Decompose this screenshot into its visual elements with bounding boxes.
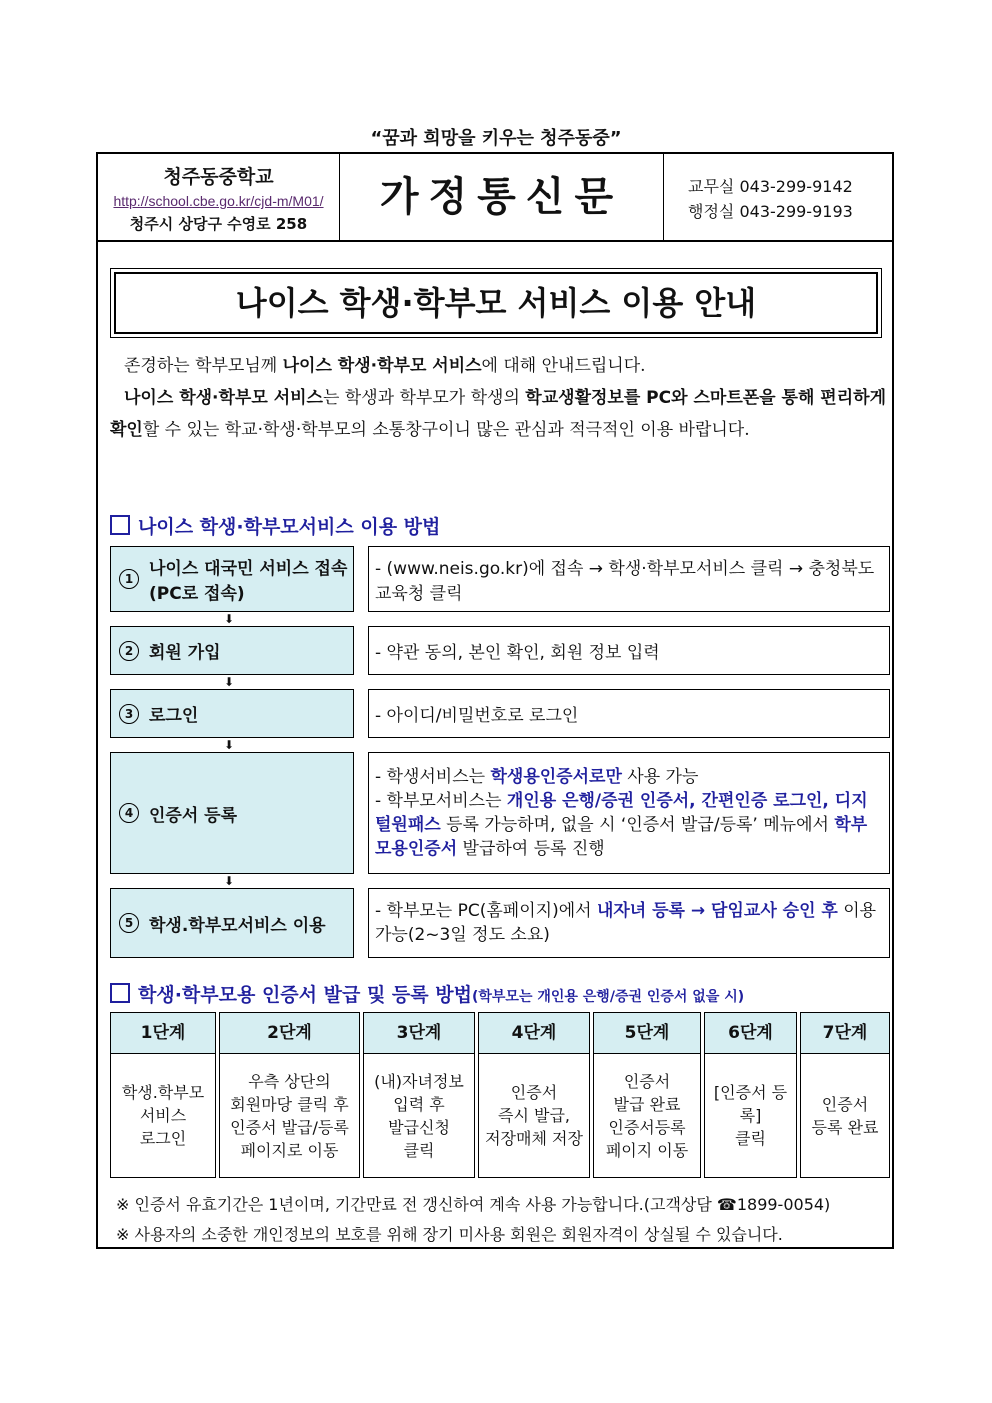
step-label: 회원 가입	[149, 643, 221, 663]
stage-body: 우측 상단의 회원마당 클릭 후 인증서 발급/등록 페이지로 이동	[230, 1071, 349, 1160]
step-3	[110, 689, 354, 738]
intro-text: 존경하는 학부모님께	[124, 356, 283, 376]
step-desc-text: 발급하여 등록 진행	[457, 839, 605, 859]
intro-text: 에 대해 안내드립니다.	[481, 356, 646, 376]
intro-paragraph	[110, 350, 886, 446]
step-3-desc	[368, 689, 890, 738]
stage-body: 인증서 등록 완료	[811, 1094, 879, 1137]
section-usage-heading	[110, 512, 440, 539]
stage-head: 4단계	[479, 1013, 589, 1054]
tel-admin: 행정실 043-299-9193	[688, 202, 853, 221]
intro-highlight: 나이스 학생·학부모 서비스	[124, 388, 323, 408]
stage-head: 3단계	[364, 1013, 474, 1054]
section-cert-heading	[110, 980, 744, 1007]
stage-head: 1단계	[111, 1013, 215, 1054]
step-1	[110, 546, 354, 612]
stage-2	[219, 1012, 360, 1178]
stage-7	[800, 1012, 890, 1178]
cert-stage-table	[110, 1012, 890, 1178]
step-label: 로그인	[149, 706, 199, 726]
stage-head: 7단계	[801, 1013, 889, 1054]
section-usage-title: 나이스 학생·학부모서비스 이용 방법	[138, 516, 441, 538]
stage-body: [인증서 등록] 클릭	[713, 1083, 788, 1148]
step-1-desc	[368, 546, 890, 612]
title-box	[110, 268, 882, 338]
newsletter-title-cell	[340, 154, 664, 240]
step-desc-text: - (www.neis.go.kr)에 접속 → 학생·학부모서비스 클릭 → 충청북도교육청 클릭	[375, 559, 875, 604]
step-desc-highlight: 내자녀 등록 → 담임교사 승인 후	[596, 901, 838, 921]
step-number: 3	[119, 704, 139, 724]
newsletter-frame	[96, 152, 894, 1249]
checkbox-icon	[110, 983, 130, 1003]
step-5-desc	[368, 888, 890, 958]
section-cert-title: 학생·학부모용 인증서 발급 및 등록 방법	[138, 984, 472, 1006]
stage-head: 2단계	[220, 1013, 359, 1054]
intro-highlight: 학교생활정보를 PC와 스마트폰을 통해 편리하게 확인	[110, 388, 886, 440]
intro-text: 할 수 있는 학교·학생·학부모의 소통창구이니 많은 관심과 적극적인 이용 바랍니다.	[142, 420, 750, 440]
school-url-link[interactable]: http://school.cbe.go.kr/cjd-m/M01/	[113, 193, 324, 209]
intro-text: 는 학생과 학부모가 학생의	[322, 388, 526, 408]
intro-highlight: 나이스 학생·학부모 서비스	[282, 356, 482, 376]
stage-4	[478, 1012, 590, 1178]
step-desc-text: - 아이디/비밀번호로 로그인	[375, 706, 579, 726]
header	[98, 154, 892, 242]
slogan: “꿈과 희망을 키우는 청주동중”	[370, 128, 622, 149]
step-desc-text: - 학부모는 PC(홈페이지)에서	[375, 901, 597, 921]
school-address: 청주시 상당구 수영로 258	[129, 215, 308, 233]
school-info	[98, 154, 340, 240]
stage-body: 인증서 즉시 발급, 저장매체 저장	[485, 1083, 583, 1148]
stage-3	[363, 1012, 475, 1178]
step-5	[110, 888, 354, 958]
stage-1	[110, 1012, 216, 1178]
down-arrow-icon: ⬇	[224, 874, 235, 888]
step-desc-text: 이용 가능(2~3일 정도 소요)	[375, 901, 877, 945]
step-desc-text: 등록 가능하며, 없을 시 ‘인증서 발급/등록’ 메뉴에서	[440, 815, 835, 835]
step-number: 4	[119, 803, 139, 823]
step-desc-text: 사용 가능	[621, 767, 699, 787]
step-label: 인증서 등록	[149, 805, 238, 826]
stage-head: 5단계	[594, 1013, 700, 1054]
stage-body: (내)자녀정보 입력 후 발급신청 클릭	[374, 1071, 464, 1160]
note-validity: ※ 인증서 유효기간은 1년이며, 기간만료 전 갱신하여 계속 사용 가능합니다.(고객상담 ☎1899-0054)	[116, 1195, 831, 1214]
school-name: 청주동중학교	[163, 166, 274, 188]
step-number: 2	[119, 641, 139, 661]
step-desc-text: - 약관 동의, 본인 확인, 회원 정보 입력	[375, 643, 660, 663]
step-4-desc	[368, 752, 890, 874]
newsletter-title: 가정통신문	[379, 173, 624, 220]
step-desc-highlight: 학생용인증서로만	[490, 767, 622, 787]
stage-head: 6단계	[705, 1013, 796, 1054]
stage-6	[704, 1012, 797, 1178]
step-desc-highlight: 개인용 은행/증권 인증서, 간편인증 로그인, 디지털원패스	[375, 791, 868, 835]
step-2-desc	[368, 626, 890, 675]
note-privacy: ※ 사용자의 소중한 개인정보의 보호를 위해 장기 미사용 회원은 회원자격이 상실될 수 있습니다.	[116, 1225, 783, 1244]
stage-5	[593, 1012, 701, 1178]
down-arrow-icon: ⬇	[224, 738, 235, 752]
stage-body: 인증서 발급 완료 인증서등록 페이지 이동	[605, 1071, 689, 1160]
page-title: 나이스 학생·학부모 서비스 이용 안내	[114, 272, 878, 334]
step-desc-text: - 학생서비스는	[375, 767, 491, 787]
stage-body: 학생.학부모 서비스 로그인	[121, 1083, 205, 1148]
step-label: 학생.학부모서비스 이용	[149, 915, 326, 936]
down-arrow-icon: ⬇	[224, 612, 235, 626]
step-desc-text: - 학부모서비스는	[375, 791, 507, 811]
step-2	[110, 626, 354, 675]
step-label: 나이스 대국민 서비스 접속 (PC로 접속)	[149, 559, 348, 604]
step-desc-highlight: 학부모용인증서	[375, 815, 868, 859]
section-cert-note: (학부모는 개인용 은행/증권 인증서 없을 시)	[471, 989, 745, 1005]
step-number: 5	[119, 913, 139, 933]
step-4	[110, 752, 354, 874]
checkbox-icon	[110, 515, 130, 535]
down-arrow-icon: ⬇	[224, 675, 235, 689]
tel-academic: 교무실 043-299-9142	[688, 177, 853, 196]
contact-info	[664, 154, 892, 240]
step-number: 1	[119, 569, 139, 589]
